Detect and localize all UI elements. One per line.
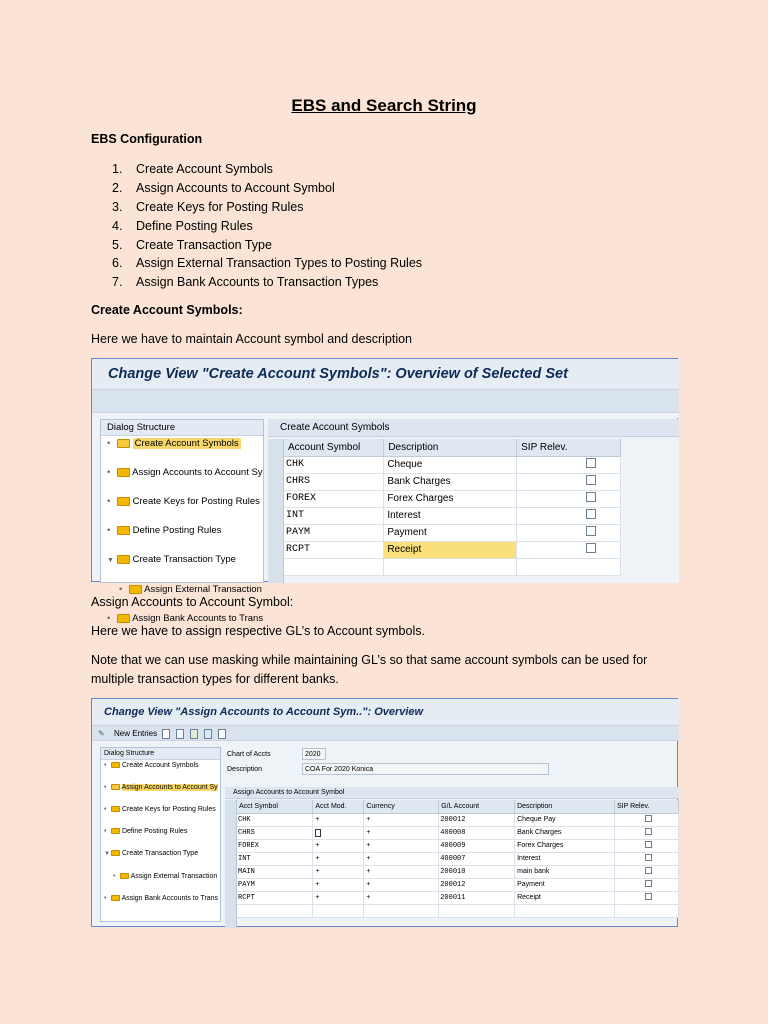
acct-symbol-cell[interactable]: MAIN bbox=[237, 865, 313, 878]
sip-relev-checkbox[interactable] bbox=[586, 492, 596, 502]
acct-symbol-cell[interactable]: FOREX bbox=[237, 839, 313, 852]
description-cell[interactable]: Cheque bbox=[384, 456, 517, 473]
section2-heading: Assign Accounts to Account Symbol: bbox=[91, 595, 294, 609]
column-header[interactable]: Description bbox=[384, 439, 517, 456]
tree-item-create-account-symbols[interactable]: • Create Account Symbols bbox=[107, 438, 239, 449]
table-area bbox=[268, 419, 679, 583]
list-item: 3. Create Keys for Posting Rules bbox=[112, 199, 304, 214]
currency-cell[interactable]: + bbox=[364, 826, 439, 839]
toolbar bbox=[92, 725, 679, 741]
acct-mod-cell[interactable]: + bbox=[313, 865, 364, 878]
folder-icon bbox=[117, 614, 130, 623]
section2-text: Here we have to assign respective GL’s to Account symbols. bbox=[91, 624, 425, 638]
tree-item-create-transaction-type[interactable]: ▼ Create Transaction Type bbox=[107, 553, 269, 568]
folder-open-icon bbox=[117, 439, 130, 448]
folder-icon bbox=[111, 828, 120, 834]
column-header[interactable]: SIP Relev. bbox=[615, 800, 679, 813]
description-label: Description bbox=[227, 766, 263, 773]
folder-icon bbox=[111, 762, 120, 768]
table-row bbox=[284, 507, 621, 524]
table-row bbox=[237, 852, 679, 865]
column-header[interactable]: Currency bbox=[364, 800, 439, 813]
column-header[interactable]: SIP Relev. bbox=[517, 439, 621, 456]
column-header[interactable]: Acct Mod. bbox=[313, 800, 364, 813]
cursor-box bbox=[315, 829, 321, 837]
undo-icon[interactable] bbox=[190, 729, 198, 739]
sip-relev-checkbox[interactable] bbox=[645, 828, 652, 835]
sip-relev-checkbox[interactable] bbox=[586, 526, 596, 536]
account-symbol-cell[interactable]: PAYM bbox=[284, 524, 384, 541]
screen-title: Change View "Create Account Symbols": Overview of Selected Set bbox=[92, 359, 679, 389]
tree-item-assign-bank-accounts[interactable]: • Assign Bank Accounts to Trans bbox=[107, 613, 264, 624]
section2-note-line1: Note that we can use masking while maintaining GL’s so that same account symbols can be used for bbox=[91, 653, 648, 667]
table-row bbox=[237, 891, 679, 904]
description-cell[interactable]: Forex Charges bbox=[384, 490, 517, 507]
expand-triangle-icon[interactable]: ▼ bbox=[104, 851, 110, 857]
folder-icon bbox=[129, 585, 142, 594]
acct-mod-cell[interactable] bbox=[313, 826, 364, 839]
table-row bbox=[237, 878, 679, 891]
list-item: 1. Create Account Symbols bbox=[112, 162, 273, 176]
folder-icon bbox=[117, 555, 130, 564]
table-row bbox=[237, 865, 679, 878]
tree-item-define-posting-rules[interactable]: • Define Posting Rules bbox=[107, 525, 222, 536]
section1-heading: Create Account Symbols: bbox=[91, 303, 243, 317]
acct-symbol-cell[interactable]: PAYM bbox=[237, 878, 313, 891]
table-row bbox=[237, 904, 679, 917]
currency-cell[interactable]: + bbox=[364, 852, 439, 865]
description-cell[interactable]: Cheque Pay bbox=[515, 813, 615, 826]
account-symbol-cell[interactable]: CHRS bbox=[284, 473, 384, 490]
section1-text: Here we have to maintain Account symbol and description bbox=[91, 332, 413, 346]
gl-account-cell[interactable]: 400008 bbox=[439, 826, 515, 839]
table-row bbox=[284, 524, 621, 541]
tree-item-create-account-symbols[interactable]: • Create Account Symbols bbox=[104, 762, 199, 769]
acct-symbol-cell[interactable]: INT bbox=[237, 852, 313, 865]
new-entries-button[interactable]: New Entries bbox=[114, 729, 158, 738]
column-header[interactable]: Account Symbol bbox=[284, 439, 384, 456]
sip-relev-checkbox[interactable] bbox=[645, 815, 652, 822]
tree-item-create-transaction-type[interactable]: ▼ Create Transaction Type bbox=[104, 848, 223, 860]
sip-relev-checkbox[interactable] bbox=[645, 841, 652, 848]
screen-title: Change View "Assign Accounts to Account Sym..": Overview bbox=[92, 699, 679, 725]
assign-accounts-table bbox=[237, 800, 679, 918]
tree-item-create-keys[interactable]: • Create Keys for Posting Rules bbox=[107, 496, 260, 507]
currency-cell[interactable]: + bbox=[364, 839, 439, 852]
gl-account-cell[interactable]: 200012 bbox=[439, 878, 515, 891]
folder-icon bbox=[111, 895, 120, 901]
folder-icon bbox=[111, 850, 120, 856]
acct-symbol-cell[interactable]: CHRS bbox=[237, 826, 313, 839]
row-selector-column[interactable] bbox=[268, 439, 284, 583]
tree-item-assign-external-transaction[interactable]: • Assign External Transaction bbox=[113, 873, 218, 880]
gl-account-cell[interactable]: 200012 bbox=[439, 813, 515, 826]
acct-mod-cell[interactable]: + bbox=[313, 878, 364, 891]
document-title: EBS and Search String bbox=[291, 96, 477, 115]
column-header[interactable]: G/L Account bbox=[439, 800, 515, 813]
description-cell[interactable]: Payment bbox=[384, 524, 517, 541]
table-row bbox=[284, 490, 621, 507]
sap-screenshot-2 bbox=[91, 698, 678, 927]
list-item: 4. Define Posting Rules bbox=[112, 218, 253, 233]
acct-mod-cell[interactable]: + bbox=[313, 852, 364, 865]
description-cell[interactable]: Bank Charges bbox=[384, 473, 517, 490]
list-item: 7. Assign Bank Accounts to Transaction Types bbox=[112, 275, 379, 290]
gl-account-cell[interactable]: 200010 bbox=[439, 865, 515, 878]
change-display-icon[interactable]: ✎ bbox=[98, 729, 105, 738]
description-cell[interactable]: Receipt bbox=[515, 891, 615, 904]
list-item: 6. Assign External Transaction Types to Posting Rules bbox=[112, 256, 423, 271]
acct-mod-cell[interactable]: + bbox=[313, 839, 364, 852]
table-title: Assign Accounts to Account Symbol bbox=[225, 787, 679, 799]
sip-relev-checkbox[interactable] bbox=[645, 880, 652, 887]
copy-icon[interactable] bbox=[162, 729, 170, 739]
gl-account-cell[interactable]: 400007 bbox=[439, 852, 515, 865]
description-field[interactable]: COA For 2020 Konica bbox=[302, 763, 549, 775]
sip-relev-checkbox[interactable] bbox=[586, 458, 596, 468]
gl-account-cell[interactable]: 400009 bbox=[439, 839, 515, 852]
account-symbols-table bbox=[284, 439, 621, 576]
table-row bbox=[284, 558, 621, 575]
tree-header: Dialog Structure bbox=[101, 748, 220, 760]
delete-icon[interactable] bbox=[176, 729, 184, 739]
acct-mod-cell[interactable]: + bbox=[313, 813, 364, 826]
sip-relev-checkbox[interactable] bbox=[586, 475, 596, 485]
account-symbol-cell[interactable]: INT bbox=[284, 507, 384, 524]
currency-cell[interactable]: + bbox=[364, 878, 439, 891]
section2-note-line2: multiple transaction types for different banks. bbox=[91, 672, 339, 686]
description-cell[interactable]: Payment bbox=[515, 878, 615, 891]
description-cell[interactable]: Interest bbox=[384, 507, 517, 524]
folder-icon bbox=[117, 468, 130, 477]
acct-symbol-cell[interactable]: RCPT bbox=[237, 891, 313, 904]
folder-icon bbox=[120, 873, 129, 879]
currency-cell[interactable]: + bbox=[364, 865, 439, 878]
list-item: 2. Assign Accounts to Account Symbol bbox=[112, 180, 335, 195]
table-row bbox=[237, 826, 679, 839]
table-row bbox=[284, 541, 621, 558]
currency-cell[interactable]: + bbox=[364, 813, 439, 826]
table-row bbox=[237, 839, 679, 852]
chart-of-accts-field[interactable]: 2020 bbox=[302, 748, 326, 760]
description-cell[interactable]: Receipt bbox=[384, 541, 517, 558]
table-row bbox=[237, 813, 679, 826]
table-row bbox=[284, 473, 621, 490]
tree-header: Dialog Structure bbox=[101, 420, 263, 436]
table-row bbox=[284, 456, 621, 473]
tree-item-assign-external-transaction[interactable]: • Assign External Transaction bbox=[119, 584, 262, 595]
folder-icon bbox=[117, 497, 130, 506]
list-item: 5. Create Transaction Type bbox=[112, 237, 272, 252]
account-symbol-cell[interactable]: RCPT bbox=[284, 541, 384, 558]
acct-symbol-cell[interactable]: CHK bbox=[237, 813, 313, 826]
tree-item-assign-bank-accounts[interactable]: • Assign Bank Accounts to Trans bbox=[104, 895, 219, 902]
deselect-icon[interactable] bbox=[218, 729, 226, 739]
tree-item-assign-accounts[interactable]: • Assign Accounts to Account Sy bbox=[107, 467, 263, 478]
folder-icon bbox=[117, 526, 130, 535]
folder-icon bbox=[111, 806, 120, 812]
sip-relev-checkbox[interactable] bbox=[586, 543, 596, 553]
toolbar bbox=[92, 389, 679, 413]
column-header[interactable]: Description bbox=[515, 800, 615, 813]
column-header[interactable]: Acct Symbol bbox=[237, 800, 313, 813]
sip-relev-checkbox[interactable] bbox=[645, 854, 652, 861]
table-area bbox=[225, 787, 679, 928]
account-symbol-cell[interactable]: CHK bbox=[284, 456, 384, 473]
tree-item-define-posting-rules[interactable]: • Define Posting Rules bbox=[104, 828, 188, 835]
description-cell[interactable]: Interest bbox=[515, 852, 615, 865]
tree-item-assign-accounts[interactable]: • Assign Accounts to Account Sy bbox=[104, 784, 218, 791]
currency-cell[interactable]: + bbox=[364, 891, 439, 904]
sip-relev-checkbox[interactable] bbox=[645, 867, 652, 874]
row-selector-column[interactable] bbox=[225, 800, 237, 928]
expand-triangle-icon[interactable]: ▼ bbox=[107, 557, 114, 564]
table-title: Create Account Symbols bbox=[268, 419, 679, 437]
config-heading: EBS Configuration bbox=[91, 132, 203, 146]
gl-account-cell[interactable]: 200011 bbox=[439, 891, 515, 904]
acct-mod-cell[interactable]: + bbox=[313, 891, 364, 904]
description-cell[interactable]: Bank Charges bbox=[515, 826, 615, 839]
folder-open-icon bbox=[111, 784, 120, 790]
sip-relev-checkbox[interactable] bbox=[586, 509, 596, 519]
description-cell[interactable]: main bank bbox=[515, 865, 615, 878]
account-symbol-cell[interactable]: FOREX bbox=[284, 490, 384, 507]
chart-of-accts-label: Chart of Accts bbox=[227, 751, 271, 758]
tree-item-create-keys[interactable]: • Create Keys for Posting Rules bbox=[104, 806, 216, 813]
steps-list bbox=[112, 160, 422, 292]
dialog-structure-tree bbox=[100, 747, 221, 922]
description-cell[interactable]: Forex Charges bbox=[515, 839, 615, 852]
sip-relev-checkbox[interactable] bbox=[645, 893, 652, 900]
select-all-icon[interactable] bbox=[204, 729, 212, 739]
